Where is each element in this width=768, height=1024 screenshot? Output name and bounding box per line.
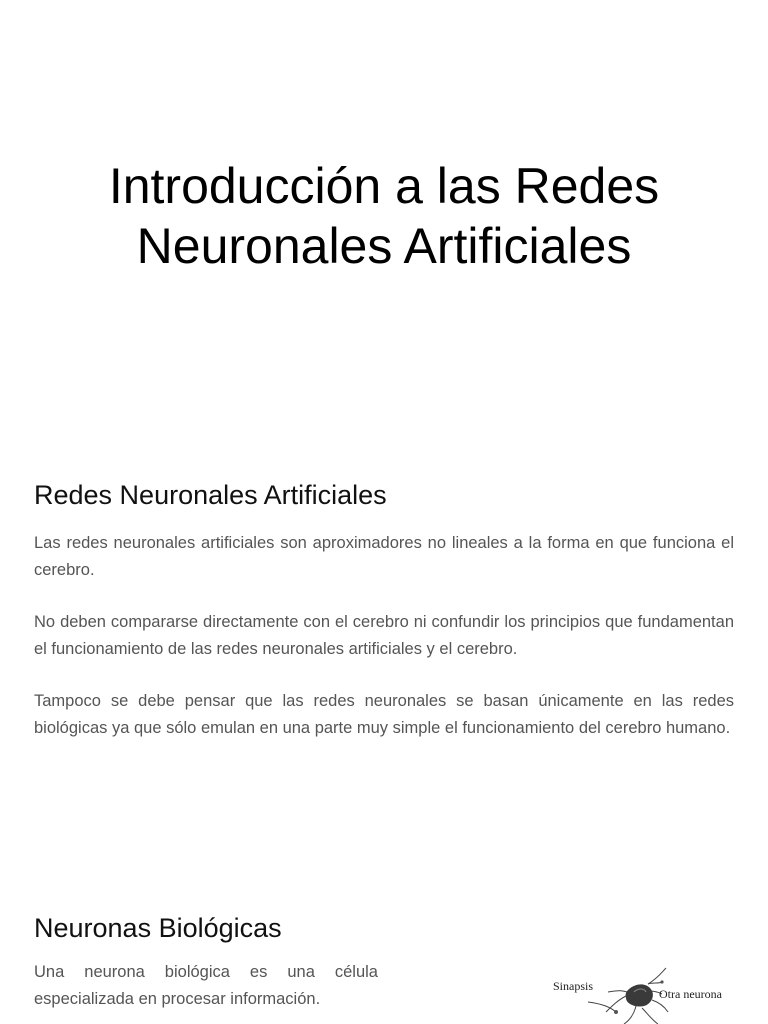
paragraph-2: No deben compararse directamente con el cerebro ni confundir los principios que fundamentan el funcionamiento de las redes neuronales artificiales y el cerebro. bbox=[34, 613, 734, 658]
section-redes-neuronales bbox=[34, 478, 734, 741]
paragraph-1: Las redes neuronales artificiales son aproximadores no lineales a la forma en que funciona el cerebro. bbox=[34, 534, 734, 579]
slide-title bbox=[0, 156, 768, 276]
neuron-figure bbox=[548, 962, 738, 1024]
section-heading: Redes Neuronales Artificiales bbox=[34, 480, 387, 510]
label-sinapsis: Sinapsis bbox=[553, 979, 594, 993]
paragraph-neurona: Una neurona biológica es una célula especializada en procesar información. bbox=[34, 963, 378, 1008]
paragraph-3: Tampoco se debe pensar que las redes neuronales se basan únicamente en las redes biológicas ya que sólo emulan en una parte muy simple el funcionamiento del cerebro humano. bbox=[34, 692, 734, 737]
title-line-2: Neuronales Artificiales bbox=[136, 218, 632, 274]
label-otra-neurona: Otra neurona bbox=[659, 987, 722, 1001]
section-heading: Neuronas Biológicas bbox=[34, 913, 282, 943]
title-line-1: Introducción a las Redes bbox=[108, 158, 660, 214]
